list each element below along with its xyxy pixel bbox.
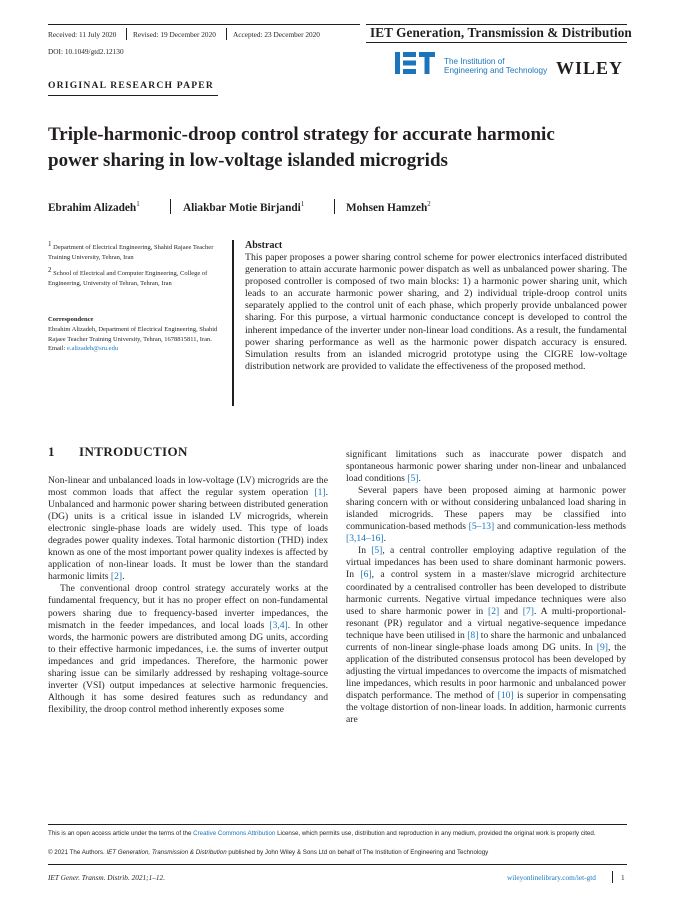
wiley-logo: WILEY (556, 58, 624, 78)
author-1[interactable]: Ebrahim Alizadeh$^1$ (48, 200, 140, 214)
paragraph: In [5], a central controller employing adaptive regulation of the virtual impedances has been used to share dominant harmonic powers. In [6], a control system in a master/slave microgrid architecture coordinated by a centralised controller has been developed to distribute harmonic currents. Negative virtual impedance techniques were also used to share harmonic power in [2] and [7]. A multi-proportional-resonant (PR) regulator and a virtual negative-sequence impedance technique have been utilised in [8] to share the harmonic and unbalanced currents of non-linear single-phase loads among DG units. In [9], the application of the distributed consensus protocol has been developed by adjusting the virtual impedances to overcome the impacts of mismatched line impedances, which results in poor harmonic and unbalanced power dispatch performance. The method of [10] is superior in compensating the voltage distortion of non-linear loads. In addition, harmonic currents are (346, 545, 627, 726)
abstract-text: This paper proposes a power sharing control scheme for power electronics interfaced distributed generation to attain accurate harmonic power dispatch as well as unbalanced power sharing. The proposed controller is composed of two main blocks: 1) a harmonic power sharing unit, which leads to an accurate harmonic power sharing, and 2) individual triple-droop control units separately applied to the control unit of each phase, which properly provide unbalanced power sharing. For this purpose, a virtual harmonic conductance concept is developed to control the inherent impedance of the inverter under non-linear load conditions. As a result, the fundamental power sharing performance as well as the harmonic power dispatch accuracy is ensured. Simulation results from an islanded microgrid prototype using the CIGRE low-voltage distribution network are provided to validate the effectiveness of the proposed method. (245, 252, 627, 372)
journal-name: IET Generation, Transmission & Distribution (370, 25, 632, 40)
journal-url[interactable]: wileyonlinelibrary.com/iet-gtd (507, 873, 596, 882)
header-divider (226, 28, 227, 40)
citation-link[interactable]: [9] (596, 641, 608, 653)
citation-link[interactable]: [10] (497, 689, 514, 701)
email-link[interactable]: e.alizadeh@sru.edu (66, 345, 119, 352)
paragraph: The conventional droop control strategy accurately works at the fundamental frequency, but it has no proper effect on non-fundamental powers sharing due to frequency-based inverter impedances, the mismatch in the feeder impedances, and local loads [3,4]. In other words, the harmonic powers are distributed among DG units, according to their effective harmonic impedances, i.e. the sums of inverter output impedances and grid impedances. Therefore, the harmonic power sharing issue can be similarly addressed by reshaping voltage-source inverter (VSI) output impedances at selective harmonic frequencies. Although it has some desired features such as redundancy and flexibility, the droop control method inherently exposes some (48, 583, 328, 715)
section-heading: 1 INTRODUCTION (48, 444, 188, 459)
header-top-rule (48, 24, 360, 25)
received-date: Received: 11 July 2020 (48, 30, 117, 39)
affiliation-2: $^2$ School of Electrical and Computer Engineering, College of Engineering, University of Tehran, Tehran, Iran (48, 266, 208, 287)
author-3[interactable]: Mohsen Hamzeh$^2$ (346, 200, 431, 214)
iet-name: The Institution of Engineering and Technology (444, 57, 548, 75)
author-divider (170, 199, 171, 214)
paragraph: Non-linear and unbalanced loads in low-voltage (LV) microgrids are the most common loads that affect the regular system operation [1]. Unbalanced and harmonic power sharing between distributed generation (DG) units is a critical issue in islanded LV microgrids, wherein electronic single-phase loads are widely used. This type of loads degrades power quality indexes. Total harmonic distortion (THD) index known as one of the most important power quality indexes is affected by application of non-linear loads. It must be lower than the standard harmonic limits [2]. (48, 475, 328, 583)
iet-logo (395, 52, 435, 74)
paper-type-rule (48, 95, 218, 96)
citation-link[interactable]: [2] (110, 571, 123, 583)
doi: DOI: 10.1049/gtd2.12130 (48, 47, 124, 56)
paragraph: Several papers have been proposed aiming at harmonic power sharing concern with or without considering unbalanced load sharing in islanded microgrids. These papers may be classified into communication-based methods [5–13] and communication-less methods [3,14–16]. (346, 485, 626, 545)
citation-link[interactable]: [5–13] (468, 521, 495, 533)
accepted-date: Accepted: 23 December 2020 (233, 30, 320, 39)
paper-type: ORIGINAL RESEARCH PAPER (48, 80, 215, 91)
article-title: Triple-harmonic-droop control strategy for accurate harmonic power sharing in low-voltage islanded microgrids (48, 124, 555, 171)
paragraph: significant limitations such as inaccurate power dispatch and spontaneous harmonic power sharing under non-linear and unbalanced load conditions [5]. (346, 449, 626, 485)
citation-link[interactable]: [8] (467, 629, 479, 641)
citation-link[interactable]: [7] (522, 605, 534, 617)
abstract-heading: Abstract (245, 240, 283, 251)
author-divider (334, 199, 335, 214)
correspondence-heading: Correspondence (48, 316, 94, 323)
citation-link[interactable]: [6] (360, 569, 372, 581)
citation-line: IET Gener. Transm. Distrib. 2021;1–12. (48, 873, 166, 882)
body-column-2 (346, 449, 626, 726)
citation-link[interactable]: [3,4] (269, 619, 288, 631)
body-column-1 (48, 475, 328, 716)
copyright-notice: © 2021 The Authors. IET Generation, Transmission & Distribution published by John Wiley & Sons Ltd on behalf of The Institution of Engineering and Technology (48, 849, 489, 856)
correspondence: Ebrahim Alizadeh, Department of Electrical Engineering, Shahid Rajaee Teacher Training University, Tehran, 1678815811, Iran. Email: e.alizadeh@sru.edu (48, 326, 218, 352)
page-number: 1 (621, 873, 625, 882)
citation-link[interactable]: [5] (407, 473, 419, 485)
citation-link[interactable]: [2] (488, 605, 500, 617)
license-link[interactable]: Creative Commons Attribution (193, 830, 276, 837)
citation-link[interactable]: [3,14–16] (346, 533, 384, 545)
journal-rule (366, 42, 627, 43)
footer-divider (612, 871, 613, 883)
author-2[interactable]: Aliakbar Motie Birjandi$^1$ (183, 200, 305, 214)
footnote-rule (48, 824, 627, 825)
affiliation-1: $^1$ Department of Electrical Engineering, Shahid Rajaee Teacher Training University, Tehran, Iran (48, 240, 214, 261)
abstract-bar (232, 240, 234, 406)
footer-rule (48, 864, 627, 865)
header-divider (126, 28, 127, 40)
citation-link[interactable]: [5] (371, 545, 383, 557)
open-access-notice: This is an open access article under the terms of the Creative Commons Attribution License, which permits use, distribution and reproduction in any medium, provided the original work is properly cited. (48, 830, 596, 837)
citation-link[interactable]: [1] (314, 487, 326, 499)
revised-date: Revised: 19 December 2020 (133, 30, 216, 39)
